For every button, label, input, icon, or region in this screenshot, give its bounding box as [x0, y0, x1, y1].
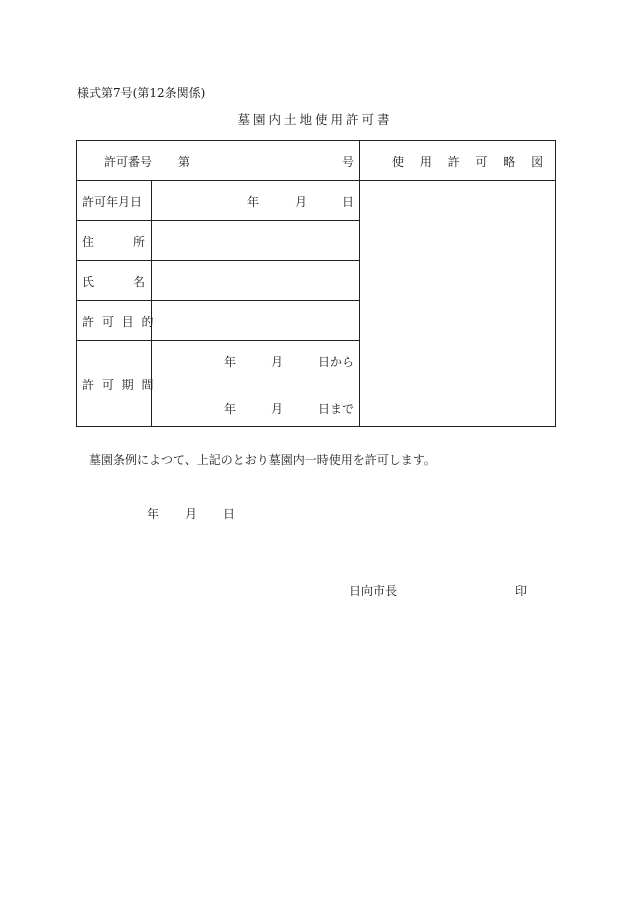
sketch-label: 使 用 許 可 略 図 — [392, 155, 550, 169]
document-title: 墓園内土地使用許可書 — [237, 112, 393, 127]
issue-date-year: 年 — [147, 507, 160, 521]
row-divider — [76, 340, 360, 341]
period-to-month: 月 — [271, 402, 284, 416]
permit-date-year: 年 — [247, 195, 260, 209]
permit-number-suffix: 号 — [342, 155, 355, 169]
issue-date-day: 日 — [223, 507, 236, 521]
row-divider — [76, 220, 360, 221]
address-label-first: 住 — [82, 235, 95, 249]
permit-date-label: 許可年月日 — [82, 195, 143, 209]
permit-number-prefix: 第 — [178, 155, 191, 169]
permit-date-month: 月 — [295, 195, 308, 209]
period-to-day: 日まで — [318, 402, 355, 416]
address-label-second: 所 — [133, 235, 146, 249]
issue-date — [147, 505, 235, 522]
period-from-year: 年 — [224, 355, 237, 369]
permission-statement: 墓園条例によつて、上記のとおり墓園内一時使用を許可します。 — [89, 453, 436, 467]
permit-date-day: 日 — [342, 195, 355, 209]
period-to-year: 年 — [224, 402, 237, 416]
row-divider — [76, 260, 360, 261]
permit-number-label: 許可番号 — [104, 155, 153, 169]
name-label-first: 氏 — [82, 275, 95, 289]
purpose-label: 許 可 目 的 — [82, 315, 156, 329]
form-number: 様式第7号(第12条関係) — [77, 86, 206, 100]
period-from-month: 月 — [271, 355, 284, 369]
issuer-name: 日向市長 — [349, 584, 398, 598]
period-label: 許 可 期 間 — [82, 378, 156, 392]
name-label-second: 名 — [133, 275, 146, 289]
sketch-divider — [359, 140, 360, 427]
row-divider — [76, 300, 360, 301]
period-from-day: 日から — [318, 355, 355, 369]
header-row-divider — [76, 180, 556, 181]
seal-mark: 印 — [515, 584, 528, 598]
issue-date-month: 月 — [185, 507, 198, 521]
